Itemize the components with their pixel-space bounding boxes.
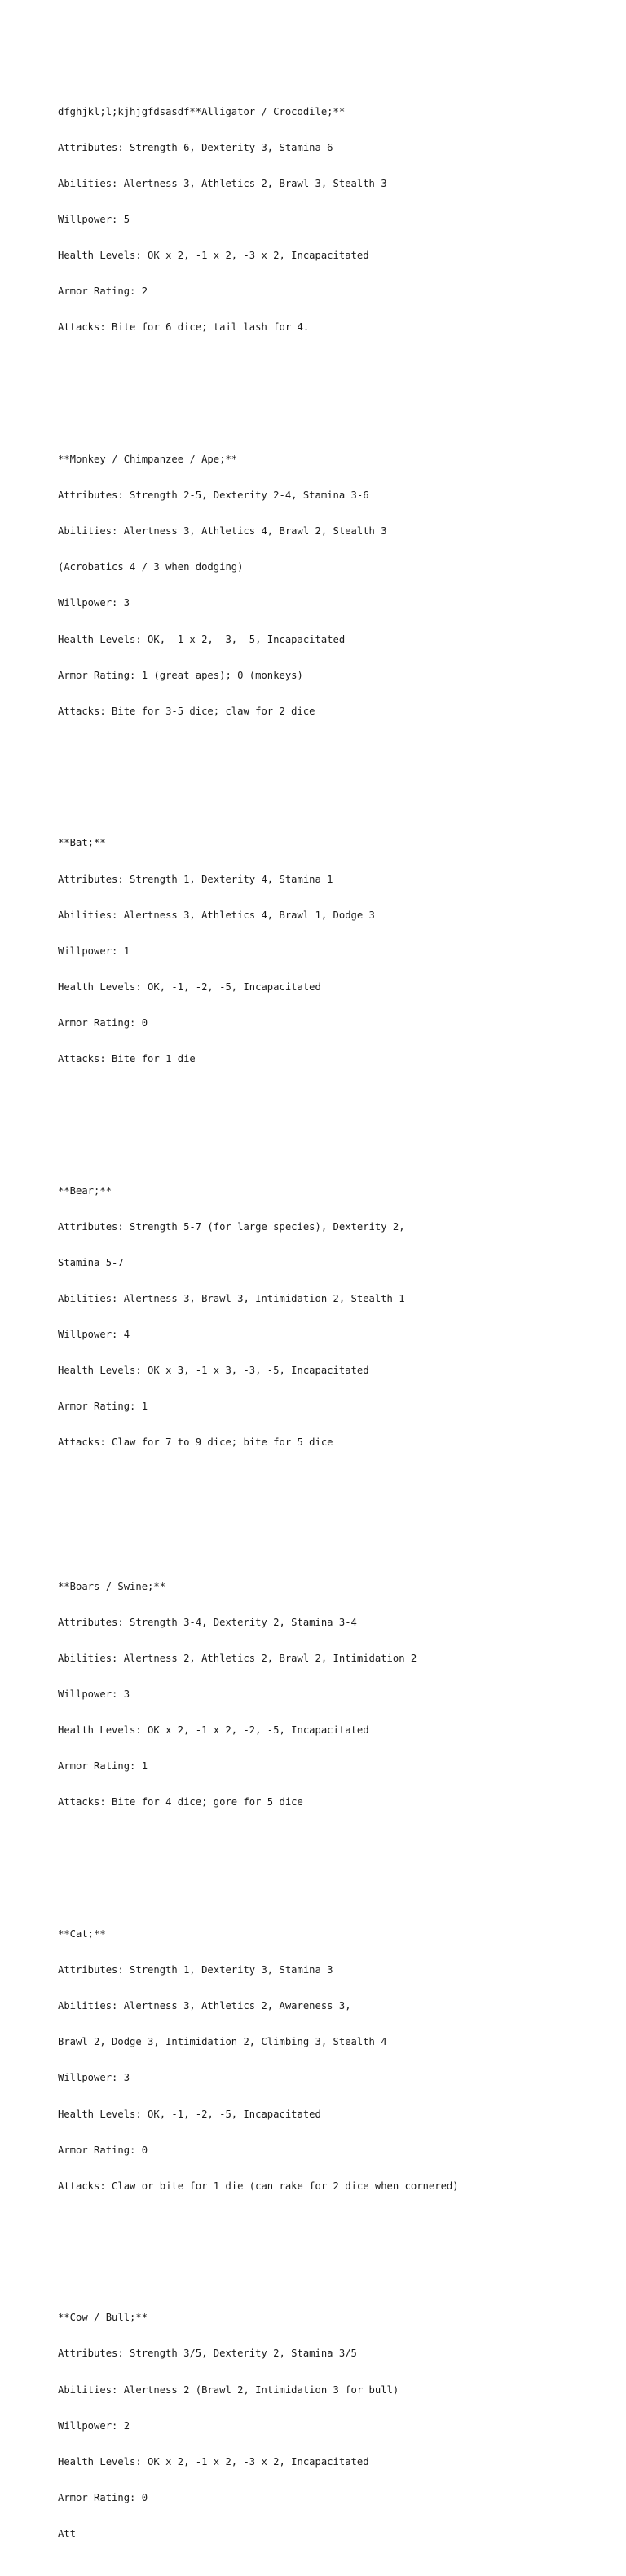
- health-levels-line: Health Levels: OK, -1, -2, -5, Incapacitated: [58, 980, 321, 993]
- armor-rating-line: Armor Rating: 1: [58, 1760, 148, 1773]
- abilities-line: Abilities: Alertness 3, Brawl 3, Intimidation 2, Stealth 1: [58, 1292, 405, 1304]
- entry-heading: **Monkey / Chimpanzee / Ape;**: [58, 454, 238, 466]
- paragraph-gap: [58, 382, 620, 394]
- willpower-line: Willpower: 3: [58, 597, 130, 609]
- armor-rating-line: Armor Rating: 0: [58, 1016, 148, 1029]
- health-levels-line: Health Levels: OK x 3, -1 x 3, -3, -5, Incapacitated: [58, 1365, 369, 1377]
- entry-cat: [58, 1905, 620, 2216]
- abilities-line: Abilities: Alertness 3, Athletics 4, Brawl 2, Stealth 3: [58, 525, 387, 538]
- health-levels-line: Health Levels: OK, -1, -2, -5, Incapacitated: [58, 2108, 321, 2120]
- document-body: [58, 58, 620, 2576]
- willpower-line: Willpower: 3: [58, 2072, 130, 2084]
- attacks-line: Attacks: Claw for 7 to 9 dice; bite for 5 dice: [58, 1436, 333, 1449]
- paragraph-gap: [58, 1857, 620, 1869]
- paragraph-gap: [58, 765, 620, 777]
- attributes-line: Attributes: Strength 6, Dexterity 3, Stamina 6: [58, 141, 333, 153]
- entry-boars: [58, 1556, 620, 1832]
- health-levels-line: Health Levels: OK, -1 x 2, -3, -5, Incapacitated: [58, 633, 346, 645]
- abilities-note-line: (Acrobatics 4 / 3 when dodging): [58, 561, 244, 573]
- attacks-line: Attacks: Bite for 3-5 dice; claw for 2 dice: [58, 705, 315, 717]
- attacks-line: Attacks: Bite for 1 die: [58, 1053, 196, 1064]
- entry-bear: [58, 1161, 620, 1472]
- abilities-continued-line: Brawl 2, Dodge 3, Intimidation 2, Climbing 3, Stealth 4: [58, 2036, 387, 2048]
- abilities-line: Abilities: Alertness 3, Athletics 4, Brawl 1, Dodge 3: [58, 909, 375, 921]
- health-levels-line: Health Levels: OK x 2, -1 x 2, -2, -5, Incapacitated: [58, 1724, 369, 1737]
- willpower-line: Willpower: 1: [58, 945, 130, 957]
- entry-cow: [58, 2288, 620, 2564]
- armor-rating-line: Armor Rating: 1 (great apes); 0 (monkeys): [58, 669, 303, 681]
- health-levels-line: Health Levels: OK x 2, -1 x 2, -3 x 2, Incapacitated: [58, 250, 369, 262]
- armor-rating-line: Armor Rating: 2: [58, 285, 148, 298]
- entry-monkey: [58, 430, 620, 741]
- entry-heading: dfghjkl;l;kjhjgfdsasdf**Alligator / Crocodile;**: [58, 105, 346, 117]
- willpower-line: Willpower: 5: [58, 214, 130, 226]
- attacks-line: Attacks: Claw or bite for 1 die (can rake for 2 dice when cornered): [58, 2180, 459, 2192]
- truncated-line: Att: [58, 2527, 77, 2539]
- attributes-line: Attributes: Strength 5-7 (for large species), Dexterity 2,: [58, 1220, 405, 1233]
- attacks-line: Attacks: Bite for 6 dice; tail lash for 4.: [58, 321, 310, 334]
- paragraph-gap: [58, 1497, 620, 1520]
- paragraph-gap: [58, 2240, 620, 2252]
- attacks-line: Attacks: Bite for 4 dice; gore for 5 dice: [58, 1796, 303, 1808]
- abilities-line: Abilities: Alertness 2, Athletics 2, Brawl 2, Intimidation 2: [58, 1652, 417, 1664]
- willpower-line: Willpower: 3: [58, 1689, 130, 1701]
- abilities-line: Abilities: Alertness 3, Athletics 2, Brawl 3, Stealth 3: [58, 178, 387, 189]
- attributes-line: Attributes: Strength 1, Dexterity 3, Stamina 3: [58, 1964, 333, 1976]
- attributes-line: Attributes: Strength 1, Dexterity 4, Stamina 1: [58, 873, 333, 885]
- armor-rating-line: Armor Rating: 0: [58, 2144, 148, 2156]
- entry-heading: **Cow / Bull;**: [58, 2312, 148, 2324]
- willpower-line: Willpower: 4: [58, 1329, 130, 1341]
- abilities-line: Abilities: Alertness 3, Athletics 2, Awareness 3,: [58, 2000, 351, 2012]
- attributes-continued-line: Stamina 5-7: [58, 1256, 124, 1268]
- paragraph-gap: [58, 1113, 620, 1126]
- entry-heading: **Boars / Swine;**: [58, 1580, 166, 1592]
- attributes-line: Attributes: Strength 2-5, Dexterity 2-4, Stamina 3-6: [58, 489, 369, 502]
- armor-rating-line: Armor Rating: 0: [58, 2491, 148, 2503]
- entry-heading: **Bear;**: [58, 1184, 112, 1197]
- attributes-line: Attributes: Strength 3-4, Dexterity 2, Stamina 3-4: [58, 1616, 357, 1628]
- armor-rating-line: Armor Rating: 1: [58, 1401, 148, 1413]
- willpower-line: Willpower: 2: [58, 2419, 130, 2432]
- entry-heading: **Cat;**: [58, 1928, 106, 1941]
- entry-alligator: [58, 82, 620, 357]
- health-levels-line: Health Levels: OK x 2, -1 x 2, -3 x 2, Incapacitated: [58, 2455, 369, 2468]
- abilities-line: Abilities: Alertness 2 (Brawl 2, Intimidation 3 for bull): [58, 2383, 399, 2396]
- entry-bat: [58, 813, 620, 1089]
- attributes-line: Attributes: Strength 3/5, Dexterity 2, Stamina 3/5: [58, 2348, 357, 2360]
- entry-heading: **Bat;**: [58, 837, 106, 849]
